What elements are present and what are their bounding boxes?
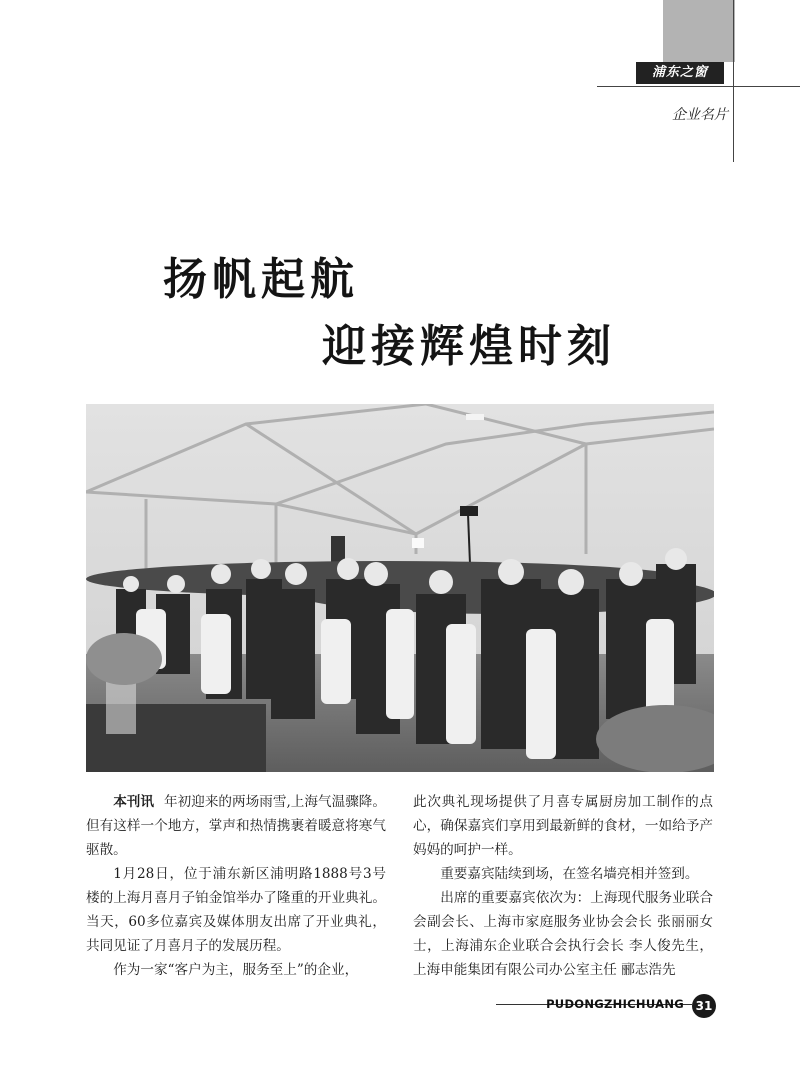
article-paragraph: 作为一家“客户为主，服务至上”的企业，: [113, 962, 359, 978]
article-column-left: [86, 790, 386, 982]
article-paragraph: 此次典礼现场提供了月喜专属厨房加工制作的点心，确保嘉宾们享用到最新鲜的食材，一如给予产妈妈的呵护一样。: [413, 794, 713, 858]
event-photo: [86, 404, 714, 772]
page-number: 31: [692, 994, 716, 1018]
article-lead: 本刊讯: [113, 794, 155, 810]
section-label: 企业名片: [672, 107, 728, 123]
header-horizontal-rule: [597, 86, 800, 87]
footer-brand: PUDONGZHICHUANG: [546, 997, 684, 1011]
article-paragraph: 重要嘉宾陆续到场，在签名墙亮相并签到。: [440, 866, 699, 882]
article-paragraph: 1月28日，位于浦东新区浦明路1888号3号楼的上海月喜月子铂金馆举办了隆重的开业典礼。当天，60多位嘉宾及媒体朋友出席了开业典礼，共同见证了月喜月子的发展历程。: [86, 866, 386, 954]
header-vertical-rule: [733, 0, 734, 162]
section-badge: 浦东之窗: [636, 62, 724, 84]
article-paragraph: 出席的重要嘉宾依次为：上海现代服务业联合会副会长、上海市家庭服务业协会会长 张丽丽女士，上海浦东企业联合会执行会长 李人俊先生，上海申能集团有限公司办公室主任 郦志浩先: [413, 890, 713, 978]
article-column-right: [413, 790, 713, 982]
article-paragraph-text: 年初迎来的两场雨雪,上海气温骤降。但有这样一个地方，掌声和热情携裹着暖意将寒气驱散。: [86, 794, 387, 858]
title-line-2: 迎接辉煌时刻: [322, 321, 616, 372]
article-paragraph: [86, 790, 386, 862]
event-photo-illustration: [86, 404, 714, 772]
corner-tab: [663, 0, 735, 62]
article-body: [86, 790, 714, 982]
title-line-1: 扬帆起航: [163, 254, 359, 305]
